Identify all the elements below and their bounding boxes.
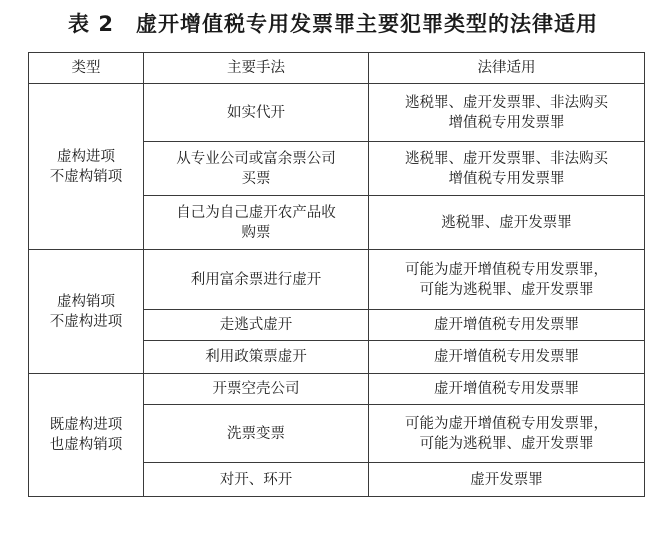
- law-cell: [369, 142, 645, 196]
- category-label: 既虚构进项 也虚构销项: [49, 417, 123, 453]
- table-row: [29, 374, 645, 405]
- method-cell: [144, 196, 369, 250]
- category-cell: [29, 250, 144, 374]
- legal-application-table: [28, 52, 645, 497]
- law-cell: [369, 341, 645, 374]
- header-type: 类型: [29, 53, 144, 84]
- law-cell: [369, 310, 645, 341]
- law-cell: [369, 405, 645, 463]
- method-cell: [144, 463, 369, 497]
- header-row: [29, 53, 645, 84]
- method-text: 对开、环开: [219, 471, 293, 488]
- law-cell: [369, 463, 645, 497]
- law-cell: [369, 84, 645, 142]
- method-cell: [144, 374, 369, 405]
- method-cell: [144, 341, 369, 374]
- law-text: 虚开增值税专用发票罪: [434, 317, 579, 333]
- method-text: 利用政策票虚开: [205, 349, 307, 365]
- method-cell: [144, 250, 369, 310]
- law-text: 可能为虚开增值税专用发票罪， 可能为逃税罪、虚开发票罪: [405, 261, 608, 298]
- method-text: 从专业公司或富余票公司 买票: [176, 150, 336, 187]
- table-title: 表 2 虚开增值税专用发票罪主要犯罪类型的法律适用: [68, 12, 598, 36]
- method-text: 如实代开: [227, 104, 285, 121]
- law-text: 可能为虚开增值税专用发票罪， 可能为逃税罪、虚开发票罪: [405, 415, 608, 452]
- method-text: 开票空壳公司: [212, 381, 300, 397]
- law-text: 虚开增值税专用发票罪: [434, 349, 579, 365]
- category-label: 虚构销项 不虚构进项: [49, 293, 123, 330]
- category-cell: [29, 84, 144, 250]
- method-cell: [144, 84, 369, 142]
- method-text: 自己为自己虚开农产品收 购票: [176, 204, 336, 241]
- method-cell: [144, 310, 369, 341]
- law-text: 虚开发票罪: [470, 471, 543, 488]
- law-text: 逃税罪、虚开发票罪: [441, 214, 572, 231]
- header-law: 法律适用: [369, 53, 645, 84]
- category-label: 虚构进项 不虚构销项: [49, 148, 123, 185]
- method-text: 洗票变票: [227, 425, 285, 442]
- header-method: 主要手法: [144, 53, 369, 84]
- law-text: 虚开增值税专用发票罪: [434, 381, 579, 397]
- method-cell: [144, 142, 369, 196]
- method-cell: [144, 405, 369, 463]
- method-text: 走逃式虚开: [219, 317, 293, 333]
- method-text: 利用富余票进行虚开: [190, 271, 322, 288]
- law-text: 逃税罪、虚开发票罪、非法购买 增值税专用发票罪: [405, 150, 608, 187]
- law-text: 逃税罪、虚开发票罪、非法购买 增值税专用发票罪: [405, 94, 608, 131]
- table-row: [29, 250, 645, 310]
- table-row: [29, 84, 645, 142]
- category-cell: [29, 374, 144, 497]
- law-cell: [369, 196, 645, 250]
- law-cell: [369, 250, 645, 310]
- law-cell: [369, 374, 645, 405]
